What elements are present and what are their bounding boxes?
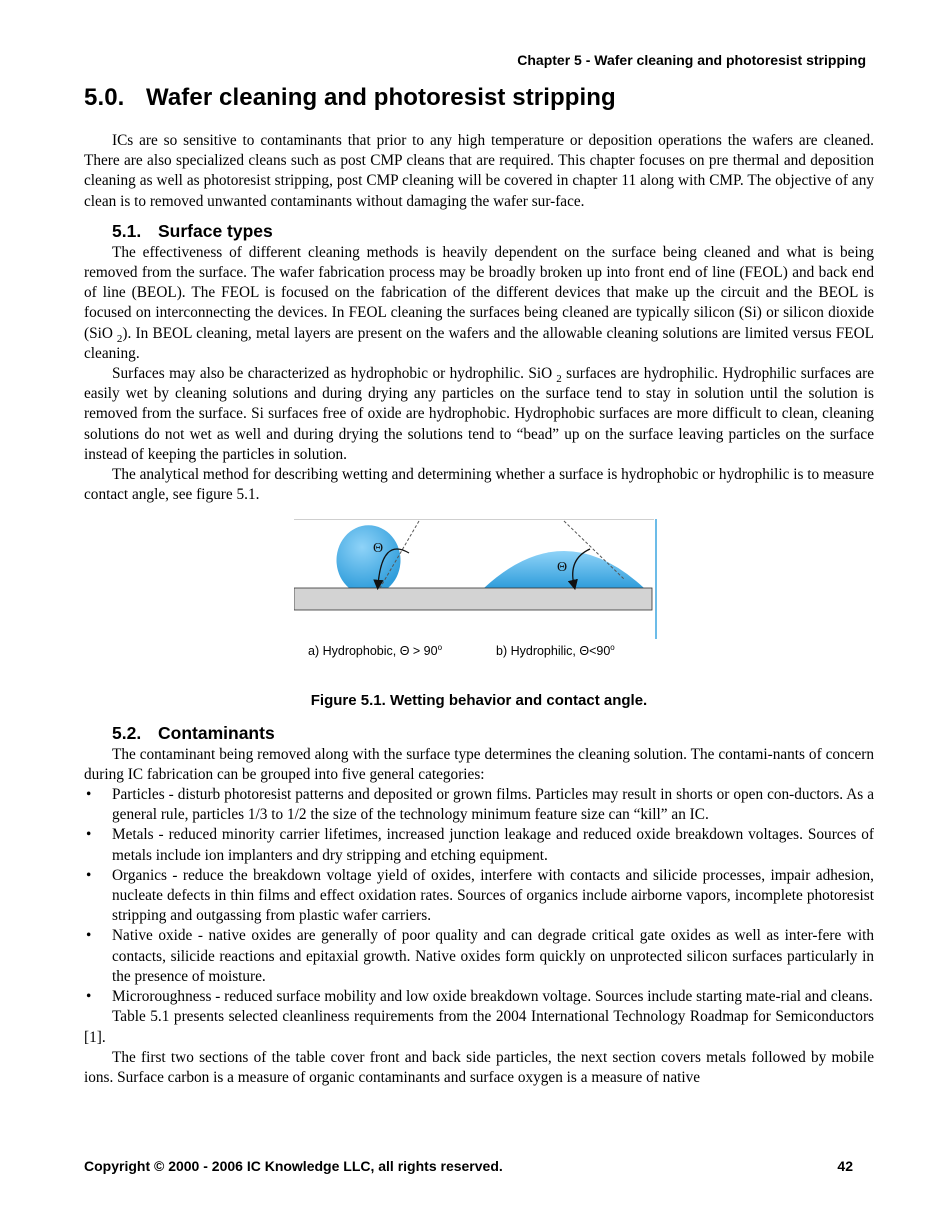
contaminant-list	[84, 785, 874, 1007]
contact-angle-diagram	[294, 519, 664, 639]
paragraph	[84, 243, 874, 364]
degree-mark: o	[437, 643, 443, 653]
list-item	[84, 866, 874, 927]
figure-wetting	[84, 519, 874, 689]
section-number: 5.2.	[112, 722, 142, 743]
bullet-marker: •	[86, 826, 92, 844]
bullet-marker: •	[86, 866, 92, 884]
subscript: 2	[116, 332, 123, 345]
body-content	[84, 131, 874, 1088]
footer-copyright: Copyright © 2000 - 2006 IC Knowledge LLC, all rights reserved.	[84, 1158, 503, 1174]
paragraph-text: Surfaces may also be characterized as hydrophobic or hydrophilic. SiO	[112, 365, 553, 383]
label-text: a) Hydrophobic, Θ > 90	[308, 644, 438, 659]
label-text: b) Hydrophilic, Θ<90	[496, 644, 611, 659]
list-item-text: Native oxide - native oxides are generally of poor quality and can degrade critical gate oxides as well as inter-fere with contacts, silicide reactions and epitaxial growth. Native oxides form quickly on unprotected silicon surfaces particularly in the presence of moisture.	[112, 927, 874, 985]
bullet-marker: •	[86, 927, 92, 945]
chapter-title	[84, 84, 616, 112]
substrate	[294, 588, 652, 610]
theta-symbol-a: Θ	[373, 541, 384, 557]
degree-mark: o	[610, 643, 615, 653]
page-number: 42	[837, 1158, 853, 1174]
figure-label-hydrophilic	[496, 638, 615, 661]
paragraph-text: The effectiveness of different cleaning methods is heavily dependent on the surface being cleaned and what is being removed from the surface. The wafer fabrication process may be broadly broken up into front end of line (FEOL) and back end of line (BEOL). The FEOL is focused on the fabrication of the different devices that make up the circuit and the BEOL is focused on interconnecting the devices. In FEOL cleaning the surfaces being cleaned are typically silicon (Si) or silicon dioxide (SiO	[84, 243, 874, 342]
list-item-text: Microroughness - reduced surface mobility and low oxide breakdown voltage. Sources include starting mate-rial and cleans.	[112, 988, 873, 1006]
list-item	[84, 987, 874, 1007]
figure-label-hydrophobic	[308, 638, 442, 661]
running-header: Chapter 5 - Wafer cleaning and photoresist stripping	[517, 52, 866, 68]
paragraph-text: surfaces are hydrophilic. Hydrophilic surfaces are easily wet by cleaning solutions and during drying any particles on the surface tend to stay in solution until the solution is removed from the surface. Si surfaces free of oxide are hydrophobic. Hydrophobic surfaces are more difficult to clean, cleaning solutions do not wet as well and during drying the solutions tend to “bead” up on the surface leaving particles on the surface instead of keeping the particles in solution.	[84, 365, 874, 463]
list-item-text: Particles - disturb photoresist patterns and deposited or grown films. Particles may result in shorts or open con-ductors. As a general rule, particles 1/3 to 1/2 the size of the technology minimum feature size can “kill” an IC.	[112, 786, 874, 824]
paragraph: The analytical method for describing wetting and determining whether a surface is hydrophobic or hydrophilic is to measure contact angle, see figure 5.1.	[84, 466, 874, 504]
list-item	[84, 926, 874, 987]
paragraph	[84, 364, 874, 465]
bullet-marker: •	[86, 988, 92, 1006]
paragraph-text: ). In BEOL cleaning, metal layers are present on the wafers and the allowable cleaning solutions are limited versus FEOL cleaning.	[84, 324, 874, 362]
paragraph: The first two sections of the table cover front and back side particles, the next section covers metals followed by mobile ions. Surface carbon is a measure of organic contaminants and surface oxygen is a measure of native	[84, 1048, 874, 1086]
list-item	[84, 785, 874, 825]
list-item-text: Organics - reduce the breakdown voltage yield of oxides, interfere with contacts and silicide processes, impair adhesion, nucleate defects in thin films and effect oxidation rates. Sources of organics include airborne vapors, incomplete photoresist stripping and outgassing from plastic wafer carriers.	[112, 866, 874, 925]
paragraph: Table 5.1 presents selected cleanliness requirements from the 2004 International Technology Roadmap for Semiconductors [1].	[84, 1008, 874, 1046]
section-heading	[112, 220, 874, 242]
chapter-number: 5.0.	[84, 84, 125, 111]
subscript: 2	[556, 373, 562, 386]
section-number: 5.1.	[112, 220, 142, 241]
theta-symbol-b: Θ	[557, 560, 568, 576]
paragraph: The contaminant being removed along with the surface type determines the cleaning solution. The contami-nants of concern during IC fabrication can be grouped into five general categories:	[84, 745, 874, 783]
bullet-marker: •	[86, 786, 92, 804]
figure-caption: Figure 5.1. Wetting behavior and contact angle.	[310, 692, 648, 710]
chapter-title-text: Wafer cleaning and photoresist stripping	[146, 84, 616, 111]
list-item-text: Metals - reduced minority carrier lifetimes, increased junction leakage and reduced oxide breakdown voltages. Sources of metals include ion implanters and dry stripping and etching equipment.	[112, 826, 874, 864]
section-heading	[112, 722, 874, 744]
list-item	[84, 825, 874, 865]
section-title: Contaminants	[158, 722, 275, 743]
intro-paragraph: ICs are so sensitive to contaminants that prior to any high temperature or deposition operations the wafers are cleaned. There are also specialized cleans such as post CMP cleans that are required. This chapter focuses on pre thermal and deposition cleaning as well as photoresist stripping, post CMP cleaning will be covered in chapter 11 along with CMP. The objective of any clean is to removed unwanted contaminants without damaging the wafer sur-face.	[84, 132, 874, 210]
section-title: Surface types	[158, 220, 273, 241]
hydrophobic-droplet	[337, 526, 401, 589]
